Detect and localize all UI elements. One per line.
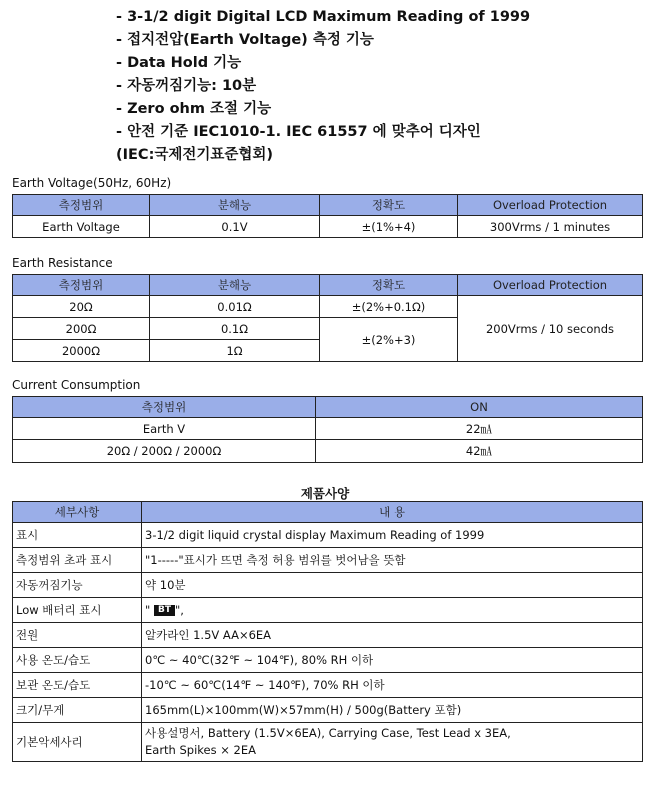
table-row bbox=[13, 216, 643, 238]
table-header: 분해능 bbox=[150, 195, 320, 216]
table-cell: 1Ω bbox=[150, 340, 320, 362]
spec-value: -10℃ ~ 60℃(14℉ ~ 140℉), 70% RH 이하 bbox=[142, 673, 643, 698]
spec-title: 제품사양 bbox=[300, 486, 350, 501]
table-cell: 0.1V bbox=[150, 216, 320, 238]
feature-item: (IEC:국제전기표준협회) bbox=[116, 147, 274, 163]
earth-voltage-title: Earth Voltage(50Hz, 60Hz) bbox=[12, 176, 172, 190]
table-cell: ±(2%+3) bbox=[320, 318, 458, 362]
table-row bbox=[13, 440, 643, 463]
feature-item: - Data Hold 기능 bbox=[116, 55, 242, 71]
table-cell: 20Ω / 200Ω / 2000Ω bbox=[13, 440, 316, 463]
table-row bbox=[13, 296, 643, 318]
table-row bbox=[13, 698, 643, 723]
feature-item: - 자동꺼짐기능: 10분 bbox=[116, 78, 257, 94]
table-header: 분해능 bbox=[150, 275, 320, 296]
earth-voltage-table bbox=[12, 194, 643, 238]
table-row bbox=[13, 723, 643, 762]
spec-value: 165mm(L)×100mm(W)×57mm(H) / 500g(Battery 포함) bbox=[142, 698, 643, 723]
spec-label: 보관 온도/습도 bbox=[13, 673, 142, 698]
table-header: Overload Protection bbox=[458, 195, 643, 216]
table-cell: 0.1Ω bbox=[150, 318, 320, 340]
feature-item: - 안전 기준 IEC1010-1. IEC 61557 에 맞추어 디자인 bbox=[116, 124, 481, 140]
table-header: 측정범위 bbox=[13, 397, 316, 418]
accessories-line: 사용설명서, Battery (1.5V×6EA), Carrying Case, Test Lead x 3EA, bbox=[145, 726, 511, 740]
quote-mark: ", bbox=[174, 603, 184, 617]
table-cell: 0.01Ω bbox=[150, 296, 320, 318]
table-cell: 20Ω bbox=[13, 296, 150, 318]
quote-mark: " bbox=[145, 603, 151, 617]
table-cell: 42㎃ bbox=[316, 440, 643, 463]
spec-value: 약 10분 bbox=[142, 573, 643, 598]
table-row bbox=[13, 623, 643, 648]
table-header: ON bbox=[316, 397, 643, 418]
feature-item: - Zero ohm 조절 기능 bbox=[116, 101, 272, 117]
table-header: 측정범위 bbox=[13, 195, 150, 216]
spec-label: Low 배터리 표시 bbox=[13, 598, 142, 623]
table-header: 정확도 bbox=[320, 275, 458, 296]
table-row bbox=[13, 523, 643, 548]
table-row bbox=[13, 573, 643, 598]
current-consumption-title: Current Consumption bbox=[12, 378, 141, 392]
table-cell: 200Ω bbox=[13, 318, 150, 340]
spec-value: 알카라인 1.5V AA×6EA bbox=[142, 623, 643, 648]
earth-resistance-title: Earth Resistance bbox=[12, 256, 113, 270]
table-cell: ±(1%+4) bbox=[320, 216, 458, 238]
accessories-line: Earth Spikes × 2EA bbox=[145, 743, 257, 757]
table-cell: ±(2%+0.1Ω) bbox=[320, 296, 458, 318]
spec-label: 전원 bbox=[13, 623, 142, 648]
spec-value: "1-----"표시가 뜨면 측정 허용 범위를 벗어남을 뜻함 bbox=[142, 548, 643, 573]
current-consumption-table bbox=[12, 396, 643, 463]
table-row bbox=[13, 673, 643, 698]
spec-value: 3-1/2 digit liquid crystal display Maximum Reading of 1999 bbox=[142, 523, 643, 548]
earth-resistance-table bbox=[12, 274, 643, 362]
low-battery-icon: BT bbox=[154, 605, 175, 616]
table-header: 측정범위 bbox=[13, 275, 150, 296]
table-header: 내 용 bbox=[142, 502, 643, 523]
spec-label: 기본악세사리 bbox=[13, 723, 142, 762]
feature-item: - 접지전압(Earth Voltage) 측정 기능 bbox=[116, 32, 374, 48]
spec-value: 0℃ ~ 40℃(32℉ ~ 104℉), 80% RH 이하 bbox=[142, 648, 643, 673]
feature-list bbox=[116, 6, 636, 167]
table-row bbox=[13, 418, 643, 440]
feature-item: - 3-1/2 digit Digital LCD Maximum Reading of 1999 bbox=[116, 9, 531, 25]
table-cell: 22㎃ bbox=[316, 418, 643, 440]
table-row bbox=[13, 648, 643, 673]
spec-label: 크기/무게 bbox=[13, 698, 142, 723]
table-row bbox=[13, 548, 643, 573]
table-cell: Earth V bbox=[13, 418, 316, 440]
spec-label: 측정범위 초과 표시 bbox=[13, 548, 142, 573]
table-header: 정확도 bbox=[320, 195, 458, 216]
table-header: 세부사항 bbox=[13, 502, 142, 523]
table-cell: 2000Ω bbox=[13, 340, 150, 362]
spec-value bbox=[142, 598, 643, 623]
spec-value bbox=[142, 723, 643, 762]
table-cell: 300Vrms / 1 minutes bbox=[458, 216, 643, 238]
spec-label: 사용 온도/습도 bbox=[13, 648, 142, 673]
table-cell: Earth Voltage bbox=[13, 216, 150, 238]
table-cell: 200Vrms / 10 seconds bbox=[458, 296, 643, 362]
spec-label: 표시 bbox=[13, 523, 142, 548]
table-row bbox=[13, 598, 643, 623]
spec-table bbox=[12, 501, 643, 762]
spec-label: 자동꺼짐기능 bbox=[13, 573, 142, 598]
table-header: Overload Protection bbox=[458, 275, 643, 296]
